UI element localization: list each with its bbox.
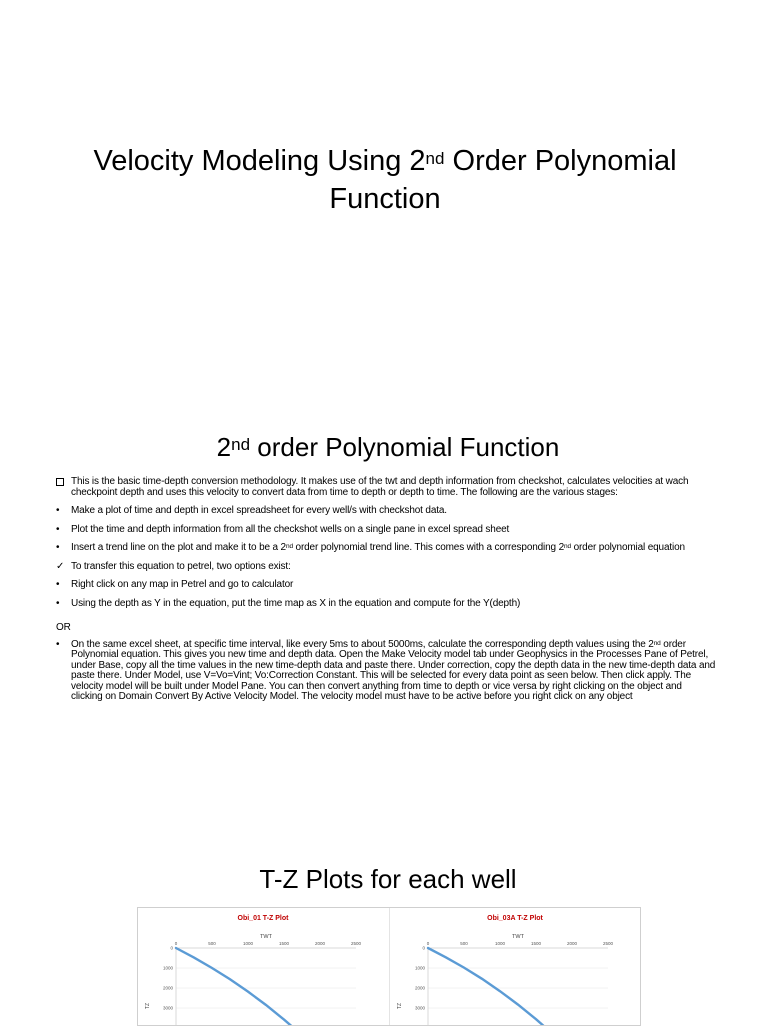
bullet-icon: • <box>56 597 60 609</box>
y-tick-label: 1000 <box>414 965 425 971</box>
slide3-title: T-Z Plots for each well <box>259 864 517 894</box>
x-tick-label: 1000 <box>242 941 254 946</box>
list-item <box>56 543 716 554</box>
list-item-text <box>71 542 685 553</box>
text-run: On the same excel sheet, at specific time interval, like every 5ms to about 5000ms, calculate the corresponding depth values using the 2 <box>71 638 654 650</box>
slide1-title <box>60 142 710 218</box>
x-tick-label: 2500 <box>350 941 362 946</box>
y-tick-label: 1000 <box>162 965 173 971</box>
list-item <box>56 599 716 610</box>
list-item-text <box>71 639 715 703</box>
list-item-text: Right click on any map in Petrel and go to calculator <box>71 579 294 590</box>
x-tick-label: 0 <box>174 941 178 946</box>
slide2-title-sup: nd <box>231 435 251 454</box>
bullet-icon: • <box>56 542 60 553</box>
x-tick-label: 1500 <box>278 941 290 946</box>
y-tick-label: 3000 <box>162 1005 173 1011</box>
chart-panel-obi-03a <box>389 908 640 1025</box>
slide2-title-part2: order Polynomial Function <box>250 432 560 462</box>
y-tick-label: 0 <box>422 945 425 951</box>
chart-panel-obi-01 <box>138 908 388 1025</box>
series-line <box>428 948 554 1025</box>
bullet-icon: • <box>56 505 60 516</box>
x-tick-label: 2000 <box>566 941 578 946</box>
superscript: nd <box>564 543 571 550</box>
slide2-body <box>56 477 716 711</box>
text-run: order polynomial trend line. This comes with a corresponding 2 <box>292 542 564 553</box>
chart-title: Obi_03A T-Z Plot <box>487 915 543 922</box>
check-item <box>56 562 716 573</box>
list-item <box>56 580 716 591</box>
superscript: nd <box>285 543 293 550</box>
list-item <box>56 640 716 703</box>
tz-plots-image <box>137 907 641 1026</box>
x-axis-label: TWT <box>512 934 524 940</box>
x-tick-label: 1000 <box>494 941 506 946</box>
slide1-title-part1: Velocity Modeling Using 2 <box>93 145 426 177</box>
x-tick-label: 2500 <box>602 941 614 946</box>
check-item-text: To transfer this equation to petrel, two options exist: <box>71 560 291 572</box>
slide2-title-part1: 2 <box>216 432 232 462</box>
series-line <box>176 948 298 1025</box>
x-tick-label: 500 <box>460 941 468 946</box>
checkbox-bullet-icon <box>56 477 68 489</box>
x-tick-label: 1500 <box>530 941 542 946</box>
y-tick-label: 0 <box>170 945 173 951</box>
y-axis-label: TZ <box>145 1002 151 1010</box>
slide1-title-part2: Order Polynomial Function <box>329 145 677 215</box>
list-item-text: Plot the time and depth information from all the checkshot wells on a single pane in excel spread sheet <box>71 523 510 535</box>
slide1-title-sup: nd <box>425 149 445 168</box>
bullet-icon: • <box>56 523 60 535</box>
tz-chart-obi-03a <box>390 908 640 1025</box>
chart-title: Obi_01 T-Z Plot <box>237 915 289 922</box>
y-axis-label: TZ <box>397 1002 403 1010</box>
bullet-icon: • <box>56 638 60 650</box>
slide2-title <box>0 430 768 464</box>
x-axis-label: TWT <box>260 934 272 940</box>
x-tick-label: 0 <box>426 941 430 946</box>
y-tick-label: 2000 <box>162 985 173 991</box>
list-item-text: Using the depth as Y in the equation, put the time map as X in the equation and compute for the Y(depth) <box>71 597 521 609</box>
x-tick-label: 2000 <box>314 941 326 946</box>
y-tick-label: 3000 <box>414 1005 425 1011</box>
intro-text: This is the basic time-depth conversion methodology. It makes use of the twt and depth information from checkshot, calculates velocities at wach checkpoint depth and uses this velocity to convert data from time to depth or depth to time. The following are the various stages: <box>71 476 689 498</box>
y-tick-label: 2000 <box>414 985 425 991</box>
list-item <box>56 506 716 517</box>
x-tick-label: 500 <box>208 941 216 946</box>
text-run: Insert a trend line on the plot and make it to be a 2 <box>71 542 286 553</box>
intro-paragraph <box>56 477 716 498</box>
list-item-text: Make a plot of time and depth in excel spreadsheet for every well/s with checkshot data. <box>71 505 447 516</box>
superscript: nd <box>653 639 661 647</box>
checkmark-icon: ✓ <box>56 560 65 572</box>
bullet-icon: • <box>56 579 60 590</box>
list-item <box>56 525 716 536</box>
text-run: order Polynomial equation. This gives you new time and depth data. Open the Make Velocity model tab under Geophysics in the Processes Pane of Petrel, under Base, copy all the time values in the new time-depth data and paste there. Under correction, copy the depth data in the new time-depth data and paste there. Under Model, use V=Vo=Vint; Vo:Correction Constant. This will be selected for every data point as seen below. Then click apply. The velocity model will be built under Model Pane. You can then convert anything from time to depth or vice versa by right clicking on the object and clicking on Domain Convert By Active Velocity Model. The velocity model must have to be active before you right click on any object <box>71 638 716 702</box>
tz-chart-obi-01 <box>138 908 388 1025</box>
or-label: OR <box>56 622 71 633</box>
text-run: order polynomial equation <box>570 542 685 553</box>
